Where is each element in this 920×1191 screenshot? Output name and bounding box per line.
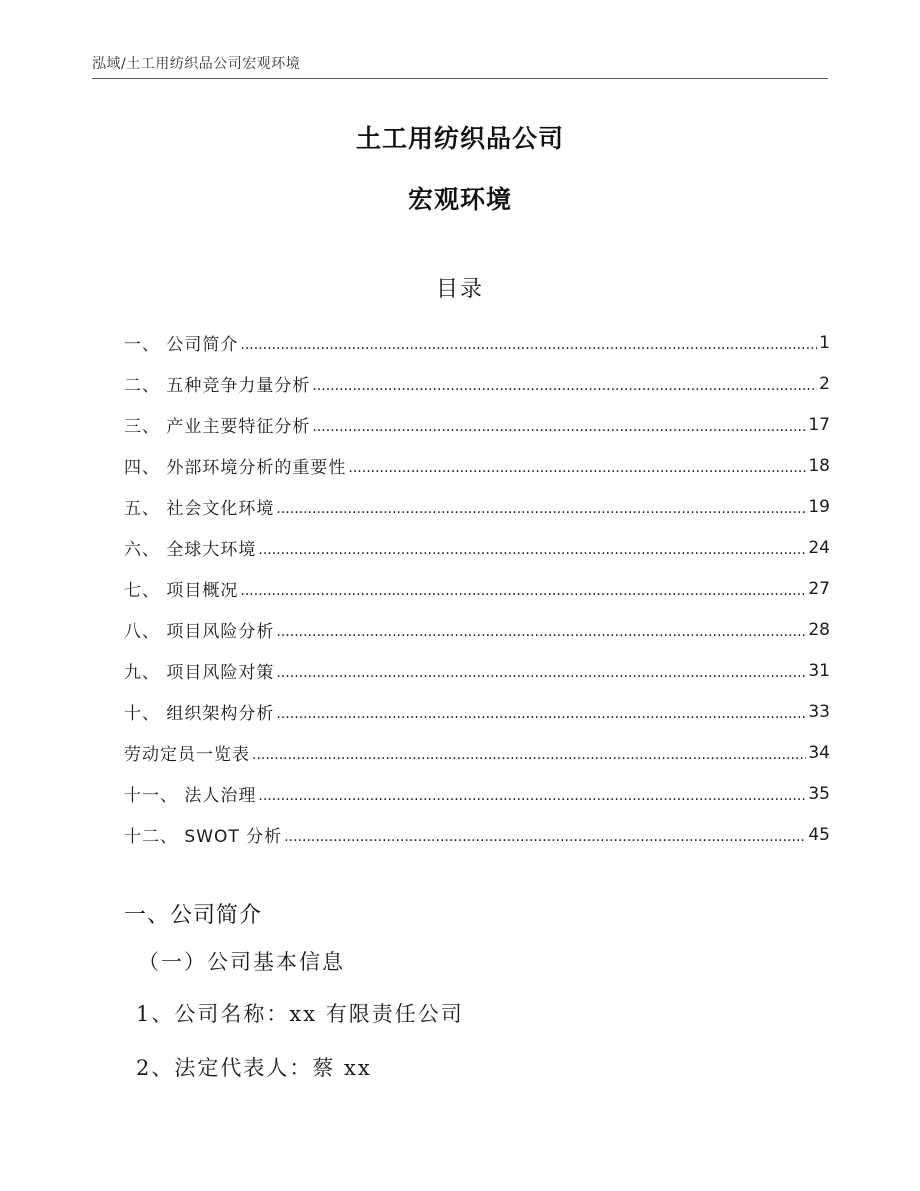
table-of-contents [124, 322, 830, 855]
toc-entry-page: 18 [808, 455, 830, 476]
toc-entry-label: 九、 项目风险对策 [124, 663, 275, 683]
toc-leader-dots [258, 542, 806, 558]
toc-leader-dots [312, 378, 817, 394]
toc-entry-label: 一、 公司简介 [124, 335, 239, 355]
toc-leader-dots [240, 337, 817, 353]
toc-entry-page: 31 [808, 660, 830, 681]
subsection-heading: （一）公司基本信息 [138, 950, 345, 974]
toc-entry-page: 19 [808, 496, 830, 517]
document-subtitle: 宏观环境 [407, 185, 512, 214]
toc-leader-dots [276, 624, 806, 640]
toc-entry-label: 八、 项目风险分析 [124, 622, 275, 642]
toc-leader-dots [284, 829, 806, 845]
toc-entry-label: 七、 项目概况 [124, 581, 239, 601]
toc-entry[interactable] [124, 609, 830, 650]
toc-entry[interactable] [124, 404, 830, 445]
toc-entry[interactable] [124, 650, 830, 691]
toc-heading: 目录 [435, 277, 484, 302]
toc-entry-page: 1 [819, 332, 830, 353]
toc-entry[interactable] [124, 814, 830, 855]
toc-entry-label: 五、 社会文化环境 [124, 499, 275, 519]
toc-entry-label: 十一、 法人治理 [124, 786, 257, 806]
section-heading: 一、公司简介 [124, 903, 263, 928]
company-name-line: 1、公司名称：xx 有限责任公司 [136, 1002, 464, 1026]
toc-entry-label: 二、 五种竞争力量分析 [124, 376, 311, 396]
toc-leader-dots [276, 501, 806, 517]
toc-leader-dots [252, 747, 806, 763]
toc-entry-label: 三、 产业主要特征分析 [124, 417, 311, 437]
toc-entry-page: 45 [808, 824, 830, 845]
toc-entry[interactable] [124, 527, 830, 568]
toc-entry-label: 六、 全球大环境 [124, 540, 257, 560]
toc-entry[interactable] [124, 486, 830, 527]
toc-entry-page: 17 [808, 414, 830, 435]
toc-entry-label: 劳动定员一览表 [124, 745, 250, 765]
document-title: 土工用纺织品公司 [355, 124, 564, 153]
toc-entry[interactable] [124, 363, 830, 404]
toc-leader-dots [258, 788, 806, 804]
toc-entry-label: 十二、 SWOT 分析 [124, 827, 283, 847]
toc-leader-dots [276, 706, 806, 722]
toc-entry[interactable] [124, 568, 830, 609]
toc-entry-page: 24 [808, 537, 830, 558]
toc-entry[interactable] [124, 732, 830, 773]
toc-leader-dots [312, 419, 806, 435]
toc-entry[interactable] [124, 322, 830, 363]
toc-entry-label: 四、 外部环境分析的重要性 [124, 458, 347, 478]
toc-entry[interactable] [124, 445, 830, 486]
toc-leader-dots [348, 460, 806, 476]
toc-entry-page: 34 [808, 742, 830, 763]
toc-leader-dots [276, 665, 806, 681]
toc-leader-dots [240, 583, 806, 599]
toc-entry-page: 28 [808, 619, 830, 640]
toc-entry-label: 十、 组织架构分析 [124, 704, 275, 724]
running-header: 泓域/土工用纺织品公司宏观环境 [92, 56, 301, 72]
legal-representative-line: 2、法定代表人：蔡 xx [136, 1056, 372, 1080]
toc-entry-page: 27 [808, 578, 830, 599]
toc-entry-page: 35 [808, 783, 830, 804]
toc-entry-page: 33 [808, 701, 830, 722]
toc-entry[interactable] [124, 691, 830, 732]
toc-entry-page: 2 [819, 373, 830, 394]
header-divider [92, 78, 828, 79]
toc-entry[interactable] [124, 773, 830, 814]
